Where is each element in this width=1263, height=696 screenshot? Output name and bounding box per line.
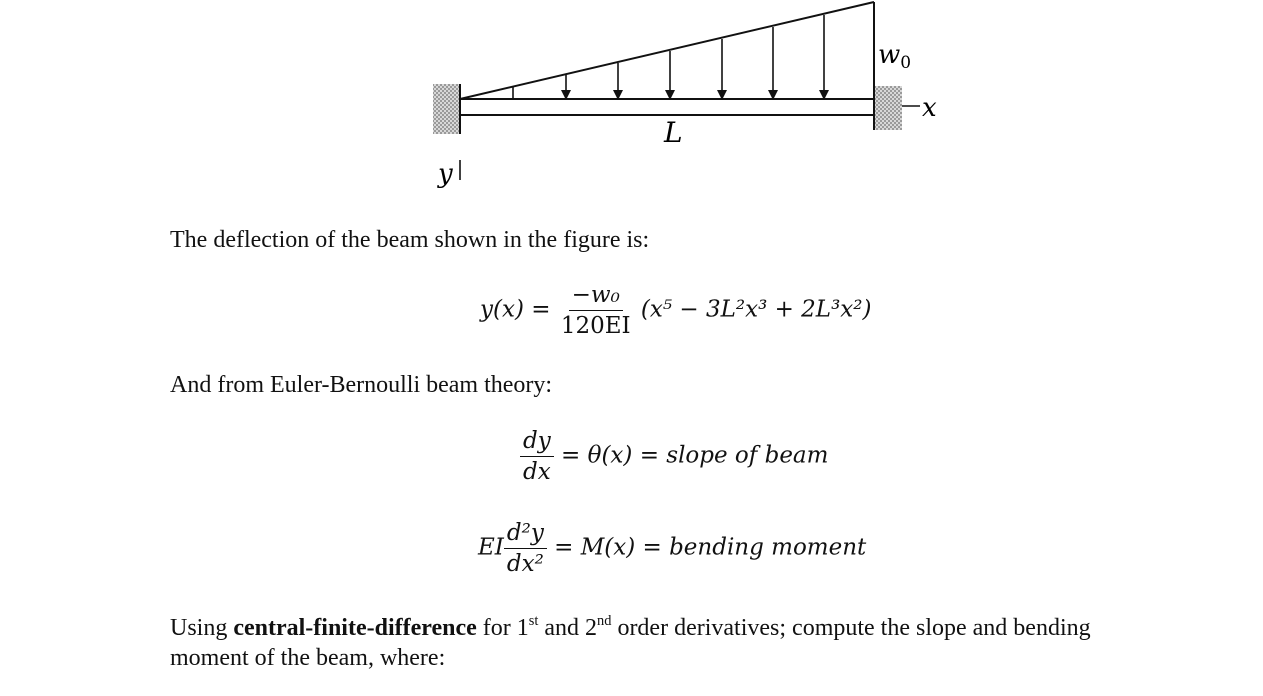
- beam: [460, 99, 874, 115]
- moment-numerator: d²y: [504, 520, 547, 549]
- moment-equation: [478, 520, 866, 577]
- load-label: w0: [878, 40, 912, 73]
- instruction-line-1: Using central-finite-difference for 1st and 2nd order derivatives; compute the slope and bending: [170, 612, 1091, 641]
- moment-rhs: = M(x) = bending moment: [554, 534, 867, 561]
- moment-denominator: dx²: [506, 551, 544, 577]
- slope-numerator: dy: [520, 428, 554, 457]
- instruction-line-2: moment of the beam, where:: [170, 645, 446, 671]
- moment-prefix: EI: [478, 534, 504, 561]
- slope-denominator: dx: [523, 459, 551, 485]
- deflection-denominator: 120EI: [560, 313, 631, 339]
- deflection-numerator: −w₀: [569, 282, 623, 311]
- intro-text: The deflection of the beam shown in the figure is:: [170, 227, 650, 253]
- x-axis-label: x: [922, 93, 937, 123]
- instruction-text: [170, 613, 1091, 673]
- slope-rhs: = θ(x) = slope of beam: [561, 442, 829, 469]
- right-fixed-support: [874, 86, 902, 130]
- deflection-lhs: y(x) =: [480, 296, 551, 323]
- y-axis-label: y: [438, 159, 453, 189]
- slope-equation: [520, 428, 828, 485]
- slope-fraction: [520, 428, 554, 485]
- length-label: L: [664, 116, 683, 149]
- deflection-equation: [480, 282, 871, 339]
- distributed-load: [460, 2, 874, 100]
- moment-fraction: [504, 520, 547, 577]
- deflection-fraction: [558, 282, 634, 339]
- deflection-rhs: (x⁵ − 3L²x³ + 2L³x²): [640, 296, 872, 323]
- beam-figure: [0, 0, 1263, 200]
- left-fixed-support: [433, 84, 460, 134]
- euler-text: And from Euler-Bernoulli beam theory:: [170, 372, 553, 398]
- method-name: central-finite-difference: [233, 615, 477, 641]
